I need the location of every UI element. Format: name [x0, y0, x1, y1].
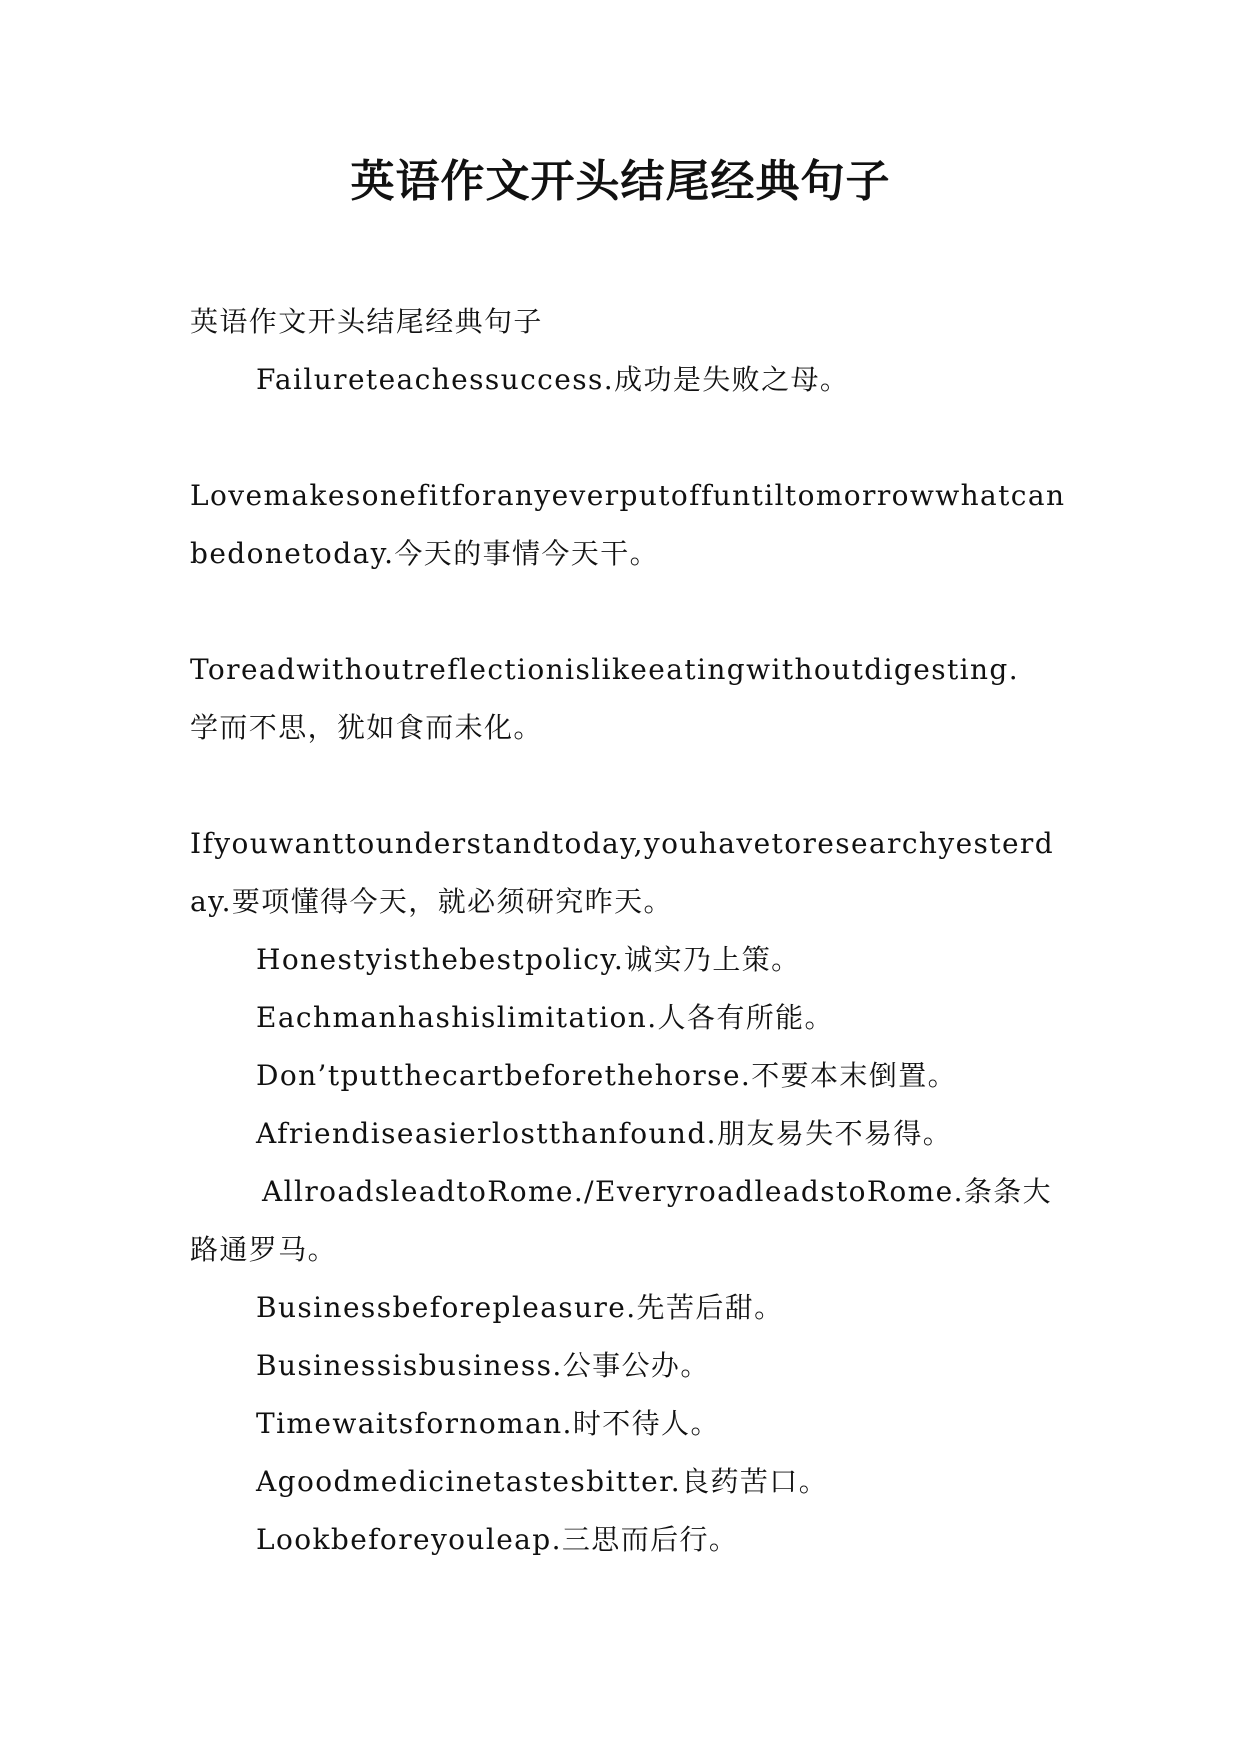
text-line: Businessbeforepleasure.先苦后甜。 [256, 1291, 784, 1324]
document-body [190, 293, 1066, 1569]
text-line: Agoodmedicinetastesbitter.良药苦口。 [256, 1465, 829, 1498]
paragraph-gap [190, 409, 1060, 467]
text-line: Afriendiseasierlostthanfound.朋友易失不易得。 [256, 1117, 953, 1150]
text-line: AllroadsleadtoRome./EveryroadleadstoRome.条条大 [262, 1175, 1053, 1208]
text-line: Failureteachessuccess.成功是失败之母。 [256, 363, 850, 396]
text-line: Eachmanhashislimitation.人各有所能。 [256, 1001, 834, 1034]
text-line: Honestyisthebestpolicy.诚实乃上策。 [256, 943, 801, 976]
text-line: Toreadwithoutreflectionislikeeatingwithoutdigesting. [190, 653, 1020, 686]
text-line: Don’tputthecartbeforethehorse.不要本末倒置。 [256, 1059, 958, 1092]
text-line: Ifyouwanttounderstandtoday,youhavetoresearchyesterd [190, 827, 1055, 860]
subtitle-line: 英语作文开头结尾经典句子 [190, 305, 543, 338]
text-line: Timewaitsfornoman.时不待人。 [256, 1407, 720, 1440]
page-title: 英语作文开头结尾经典句子 [350, 156, 891, 207]
text-line: 路通罗马。 [190, 1233, 338, 1266]
paragraph-gap [190, 757, 1060, 815]
paragraph-gap [190, 583, 1060, 641]
text-line: bedonetoday.今天的事情今天干。 [190, 537, 660, 570]
text-line: 学而不思，犹如食而未化。 [190, 711, 543, 744]
text-line: ay.要项懂得今天，就必须研究昨天。 [190, 885, 673, 918]
text-line: Businessisbusiness.公事公办。 [256, 1349, 710, 1382]
text-line: Lookbeforeyouleap.三思而后行。 [256, 1523, 739, 1556]
text-line: Lovemakesonefitforanyeverputoffuntiltomorrowwhatcan [190, 479, 1066, 512]
